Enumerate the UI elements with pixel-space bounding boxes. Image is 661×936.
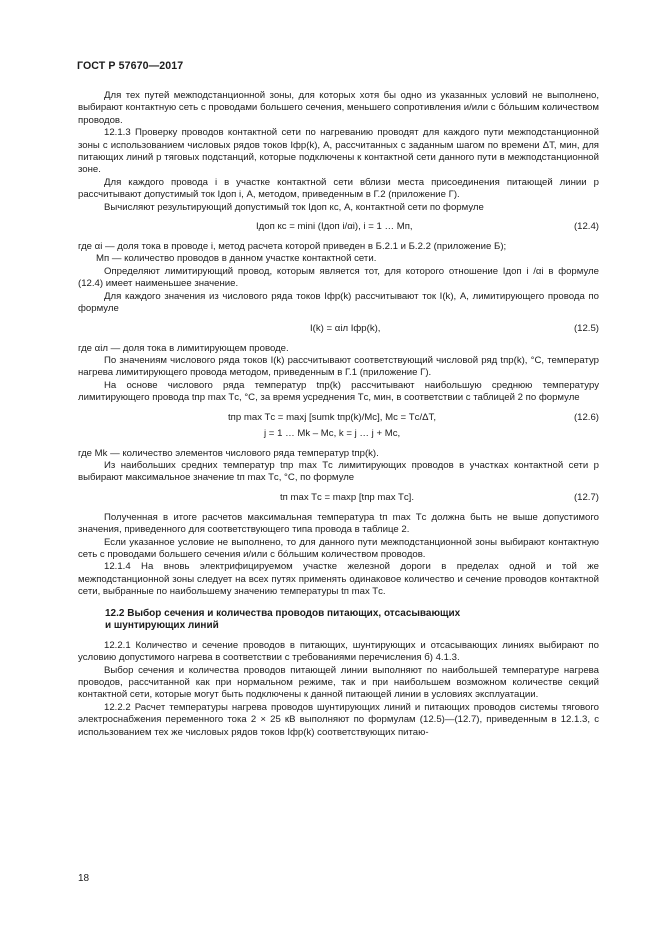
formula-number: (12.4) bbox=[573, 221, 599, 233]
document-code: ГОСТ Р 57670—2017 bbox=[77, 60, 184, 72]
paragraph: Определяют лимитирующий провод, которым является тот, для которого отношение Iдоп i /αi в формуле (12.4) имеет наименьшее значение. bbox=[78, 265, 599, 290]
paragraph: Для каждого значения из числового ряда токов Iфр(k) рассчитывают ток I(k), А, лимитирующего провода по формуле bbox=[78, 290, 599, 315]
paragraph: Вычисляют результирующий допустимый ток Iдоп кс, А, контактной сети по формуле bbox=[104, 201, 484, 213]
page-number: 18 bbox=[78, 873, 90, 884]
paragraph: Полученная в итоге расчетов максимальная температура tп max Tс должна быть не выше допустимого значения, приведенного для соответствующего типа провода в таблице 2. bbox=[78, 511, 599, 536]
formula-number: (12.6) bbox=[573, 411, 599, 423]
formula-expression: j = 1 … Mk – Mс, k = j … j + Mс, bbox=[264, 427, 401, 439]
paragraph: На основе числового ряда температур tпр(k) рассчитывают наибольшую среднюю температуру лимитирующего провода tпр max Tс, °С, за время усреднения Tс, мин, в соответствии с таблицей 2 по формуле bbox=[78, 379, 599, 404]
paragraph-12-2-1: 12.2.1 Количество и сечение проводов в питающих, шунтирующих и отсасывающих линиях выбирают по условию допустимого нагрева в соответствии с требованиями перечисления б) 4.1.3. bbox=[78, 639, 599, 664]
paragraph-12-2-2: 12.2.2 Расчет температуры нагрева проводов шунтирующих линий и питающих проводов системы тягового электроснабжения переменного тока 2 × 25 кВ выполняют по формулам (12.5)—(12.7), приведенным в 12.1.3, с использованием тех же числовых рядов токов Iфр(k) соответствующих питаю- bbox=[78, 701, 599, 738]
formula-12-6 bbox=[78, 412, 599, 426]
formula-number: (12.7) bbox=[573, 491, 599, 503]
paragraph: Для каждого провода i в участке контактной сети вблизи места присоединения питающей линии p рассчитывают допустимый ток Iдоп i, А, методом, приведенным в Г.2 (приложение Г). bbox=[78, 176, 599, 201]
legend-line: где αiл — доля тока в лимитирующем проводе. bbox=[78, 342, 289, 354]
section-heading-line: и шунтирующих линий bbox=[105, 620, 219, 632]
formula-number: (12.5) bbox=[573, 322, 599, 334]
formula-12-4 bbox=[78, 221, 599, 235]
formula-expression: Iдоп кс = mini (Iдоп i/αi), i = 1 … Mп, bbox=[256, 221, 413, 233]
formula-expression: I(k) = αiл Iфр(k), bbox=[310, 322, 381, 334]
paragraph-12-1-4: 12.1.4 На вновь электрифицируемом участке железной дороги в пределах одной и той же межподстанционной зоны следует на всех путях применять одинаковое количество и сечение проводов контактной сети, выбранные по наибольшему значению температуры tп max Tс. bbox=[78, 561, 599, 598]
formula-12-7 bbox=[78, 492, 599, 506]
legend-line: Mп — количество проводов в данном участке контактной сети. bbox=[96, 253, 377, 265]
legend-line: где αi — доля тока в проводе i, метод расчета которой приведен в Б.2.1 и Б.2.2 (приложение Б); bbox=[78, 241, 507, 253]
paragraph: Выбор сечения и количества проводов питающей линии выполняют по наибольшей температуре нагрева проводов, рассчитанной как при нормальном режиме, так и при наибольшем возможном количестве секций контактной сети, которые могут быть подключены к данной питающей линии в условиях эксплуатации. bbox=[78, 664, 599, 701]
paragraph: Для тех путей межподстанционной зоны, для которых хотя бы одно из указанных условий не выполнено, выбирают контактную сеть с проводами большего сечения, меньшего сопротивления и/или с бо́льшим количеством проводов. bbox=[78, 90, 599, 126]
formula-expression: tп max Tс = maxp [tпр max Tс]. bbox=[280, 491, 414, 503]
paragraph: По значениям числового ряда токов I(k) рассчитывают соответствующий числовой ряд tпр(k), °С, температур нагрева лимитирующего провода методом, приведенным в Г.1 (приложение Г). bbox=[78, 354, 599, 379]
section-heading-12-2 bbox=[105, 608, 599, 633]
formula-12-6-conditions bbox=[78, 428, 599, 442]
paragraph-12-1-3: 12.1.3 Проверку проводов контактной сети по нагреванию проводят для каждого пути межподстанционной зоны с использованием числовых рядов токов Iфр(k), А, рассчитанных с заданным шагом по времени ΔT, мин, для питающих линий p тяговых подстанций, которые подключены к контактной сети данного пути в межподстанционной зоне. bbox=[78, 127, 599, 176]
legend-line: где Mk — количество элементов числового ряда температур tпр(k). bbox=[78, 447, 379, 459]
page-body bbox=[78, 90, 599, 739]
formula-12-5 bbox=[78, 323, 599, 337]
paragraph: Из наибольших средних температур tпр max Tс лимитирующих проводов в участках контактной сети p выбирают максимальное значение tп max Tс, °С, по формуле bbox=[78, 459, 599, 484]
paragraph: Если указанное условие не выполнено, то для данного пути межподстанционной зоны выбирают контактную сеть с проводами большего сечения и/или с бо́льшим количеством проводов. bbox=[78, 536, 599, 560]
section-heading-line: 12.2 Выбор сечения и количества проводов питающих, отсасывающих bbox=[105, 607, 461, 619]
formula-expression: tпр max Tс = maxj [sumk tпр(k)/Mс], Mс = Tс/ΔT, bbox=[228, 411, 436, 423]
